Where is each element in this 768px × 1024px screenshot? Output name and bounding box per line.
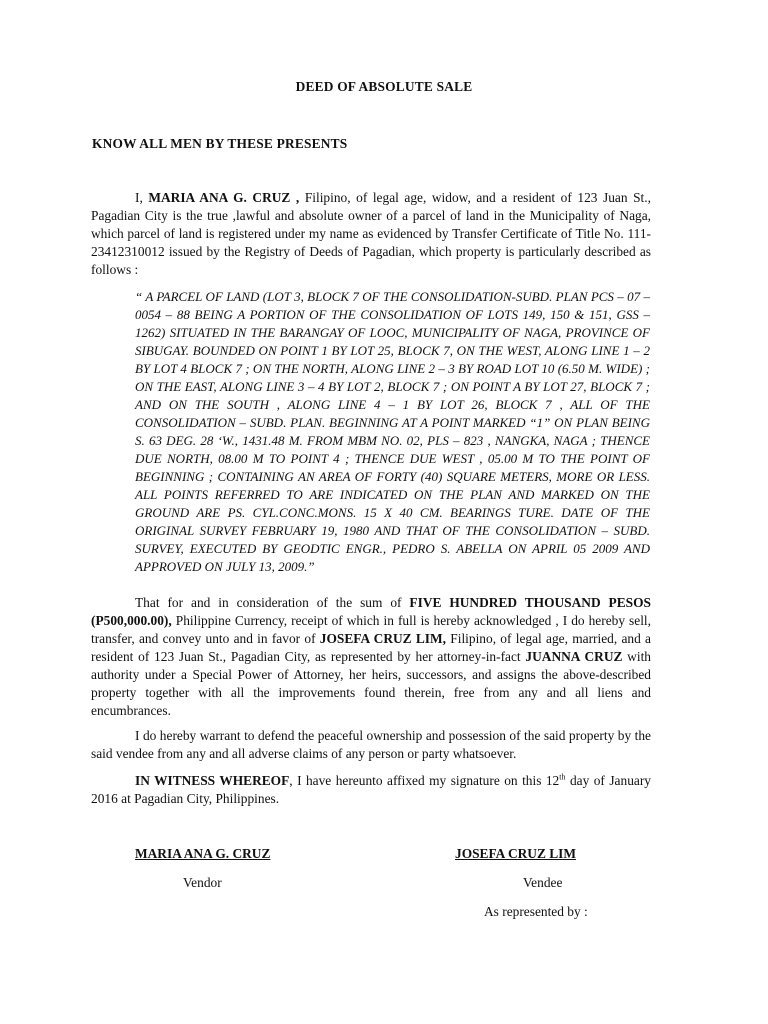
paragraph-consideration [91,594,651,720]
paragraph-warranty [91,727,651,763]
vendee-represented-by: As represented by : [484,904,588,919]
paragraph-witness [91,772,651,808]
p2-text-1: That for and in consideration of the sum of [135,595,410,610]
property-description: “ A PARCEL OF LAND (LOT 3, BLOCK 7 OF THE CONSOLIDATION-SUBD. PLAN PCS – 07 – 0054 – 88 BEING A PORTION OF THE CONSOLIDATION OF LOTS 149, 150 & 151, GSS – 1262) SITUATED IN THE BARANGAY OF LOOC, MUNICIPALITY OF NAGA, PROVINCE OF SIBUGAY. BOUNDED ON POINT 1 BY LOT 25, BLOCK 7, ON THE WEST, ALONG LINE 1 – 2 BY LOT 4 BLOCK 7 ; ON THE NORTH, ALONG LINE 2 – 3 BY ROAD LOT 10 (6.50 M. WIDE) ; ON THE EAST, ALONG LINE 3 – 4 BY LOT 2, BLOCK 7 ; ON POINT A BY LOT 27, BLOCK 7 ; AND ON THE SOUTH , ALONG LINE 4 – 1 BY LOT 26, BLOCK 7 , ALL OF THE CONSOLIDATION – SUBD. PLAN. BEGINNING AT A POINT MARKED “1” ON PLAN BEING S. 63 DEG. 28 ‘W., 1431.48 M. FROM MBM NO. 02, PLS – 823 , NANGKA, NAGA ; THENCE DUE NORTH, 08.00 M TO POINT 4 ; THENCE DUE WEST , 05.00 M TO THE POINT OF BEGINNING ; CONTAINING AN AREA OF FORTY (40) SQUARE METERS, MORE OR LESS. ALL POINTS REFERRED TO ARE INDICATED ON THE PLAN AND MARKED ON THE GROUND ARE PS. CYL.CONC.MONS. 15 X 40 CM. BEARINGS TURE. DATE OF THE ORIGINAL SURVEY FEBRUARY 19, 1980 AND THAT OF THE CONSOLIDATION – SUBD. SURVEY, EXECUTED BY GEODTIC ENGR., PEDRO S. ABELLA ON APRIL 05 2009 AND APPROVED ON JULY 13, 2009.” [135,289,650,574]
vendor-signature-name: MARIA ANA G. CRUZ [135,846,271,861]
vendee-name-inline: JOSEFA CRUZ LIM, [319,631,447,646]
vendor-role-label: Vendor [183,875,222,890]
p2-text-3: Filipino, of legal age, married, and a resident of 123 Juan St., Pagadian City, as represented by her attorney-in-fact [91,631,652,664]
vendee-role-label: Vendee [523,875,563,890]
p2-text-2: Philippine Currency, receipt of which in full is hereby acknowledged , I do hereby sell, transfer, and convey unto and in favor of [91,613,651,646]
p1-prefix: I, [135,190,149,205]
opening-phrase: KNOW ALL MEN BY THESE PRESENTS [92,136,348,151]
witness-lead: IN WITNESS WHEREOF [135,773,290,788]
vendor-name-inline: MARIA ANA G. CRUZ , [148,190,300,205]
p2-text-4: with authority under a Special Power of Attorney, her heirs, successors, and assigns the above-described property together with all the improvements found therein, free from any and all liens and encumbrances. [91,649,651,718]
paragraph-ownership [91,189,651,279]
p1-text: Filipino, of legal age, widow, and a resident of 123 Juan St., Pagadian City is the true ,lawful and absolute owner of a parcel of land in the Municipality of Naga, which parcel of land is registered under my name as evidenced by Transfer Certificate of Title No. 111-23412310012 issued by the Registry of Deeds of Pagadian, which property is particularly described as follows : [91,190,651,277]
attorney-name-inline: JUANNA CRUZ [525,649,623,664]
day-ordinal-suffix: th [559,772,566,782]
sale-amount: FIVE HUNDRED THOUSAND PESOS (P500,000.00), [91,595,651,628]
p3-text: I do hereby warrant to defend the peaceful ownership and possession of the said property by the said vendee from any and all adverse claims of any person or party whatsoever. [91,728,651,761]
document-title: DEED OF ABSOLUTE SALE [295,79,473,94]
p4-text-2: day of January 2016 at Pagadian City, Philippines. [91,773,651,806]
vendee-signature-name: JOSEFA CRUZ LIM [455,846,577,861]
p4-text-1: , I have hereunto affixed my signature on this 12 [289,773,560,788]
